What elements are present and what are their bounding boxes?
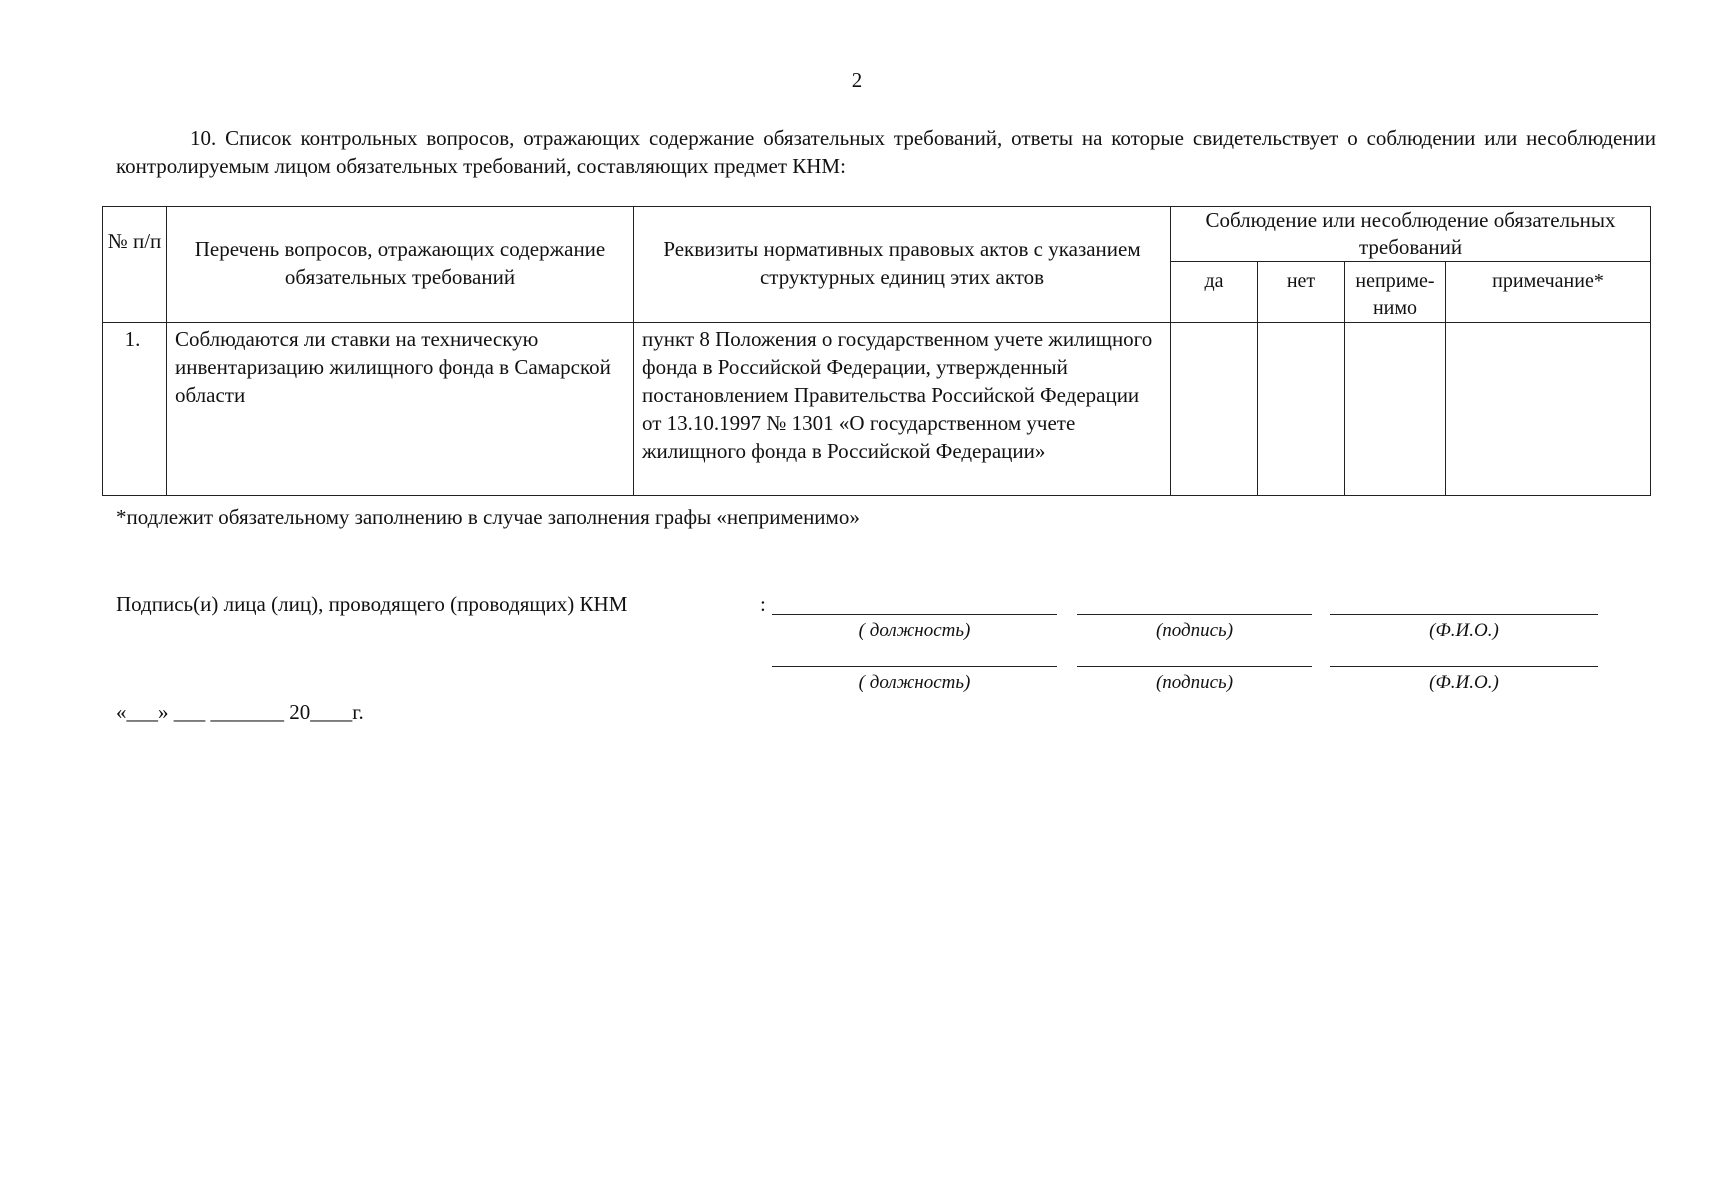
- position-line-2[interactable]: [772, 666, 1057, 667]
- header-no: нет: [1258, 262, 1345, 323]
- signature-label: Подпись(и) лица (лиц), проводящего (проводящих) КНМ: [116, 592, 628, 616]
- cell-num: 1.: [103, 323, 167, 496]
- page-number: 2: [851, 68, 863, 92]
- name-caption-2: (Ф.И.О.): [1429, 672, 1499, 693]
- header-question: Перечень вопросов, отражающих содержание обязательных требований: [167, 207, 634, 323]
- name-line-1[interactable]: [1330, 614, 1598, 615]
- header-not-applicable: неприме-нимо: [1345, 262, 1446, 323]
- cell-question: Соблюдаются ли ставки на техническую инвентаризацию жилищного фонда в Самарской области: [167, 323, 634, 496]
- checklist-table: [102, 206, 1651, 496]
- header-compliance: Соблюдение или несоблюдение обязательных требований: [1171, 207, 1651, 262]
- table-row: [103, 323, 1651, 496]
- cell-acts: пункт 8 Положения о государственном учете жилищного фонда в Российской Федерации, утвержденный постановлением Правительства Российской Федерации от 13.10.1997 № 1301 «О государственном учете жилищного фонда в Российской Федерации»: [634, 323, 1171, 496]
- header-acts: Реквизиты нормативных правовых актов с указанием структурных единиц этих актов: [634, 207, 1171, 323]
- name-line-2[interactable]: [1330, 666, 1598, 667]
- header-yes: да: [1171, 262, 1258, 323]
- intro-paragraph: 10. Список контрольных вопросов, отражающих содержание обязательных требований, ответы на которые свидетельствует о соблюдении или несоблюдении контролируемым лицом обязательных требований, составляющих предмет КНМ:: [116, 126, 1656, 178]
- position-caption-1: ( должность): [858, 620, 971, 641]
- signature-line-1[interactable]: [1077, 614, 1312, 615]
- position-caption-2: ( должность): [858, 672, 971, 693]
- signature-line-2[interactable]: [1077, 666, 1312, 667]
- footnote: *подлежит обязательному заполнению в случае заполнения графы «неприменимо»: [116, 505, 860, 529]
- table-header-row: [103, 207, 1651, 262]
- header-num: № п/п: [103, 207, 167, 323]
- signature-caption-1: (подпись): [1155, 620, 1234, 641]
- signature-colon: :: [760, 592, 766, 616]
- signature-caption-2: (подпись): [1155, 672, 1234, 693]
- cell-yes[interactable]: [1171, 323, 1258, 496]
- cell-no[interactable]: [1258, 323, 1345, 496]
- date-line: «___» ___ _______ 20____г.: [116, 700, 364, 724]
- position-line-1[interactable]: [772, 614, 1057, 615]
- cell-not-applicable[interactable]: [1345, 323, 1446, 496]
- cell-note[interactable]: [1446, 323, 1651, 496]
- name-caption-1: (Ф.И.О.): [1429, 620, 1499, 641]
- header-note: примечание*: [1446, 262, 1651, 323]
